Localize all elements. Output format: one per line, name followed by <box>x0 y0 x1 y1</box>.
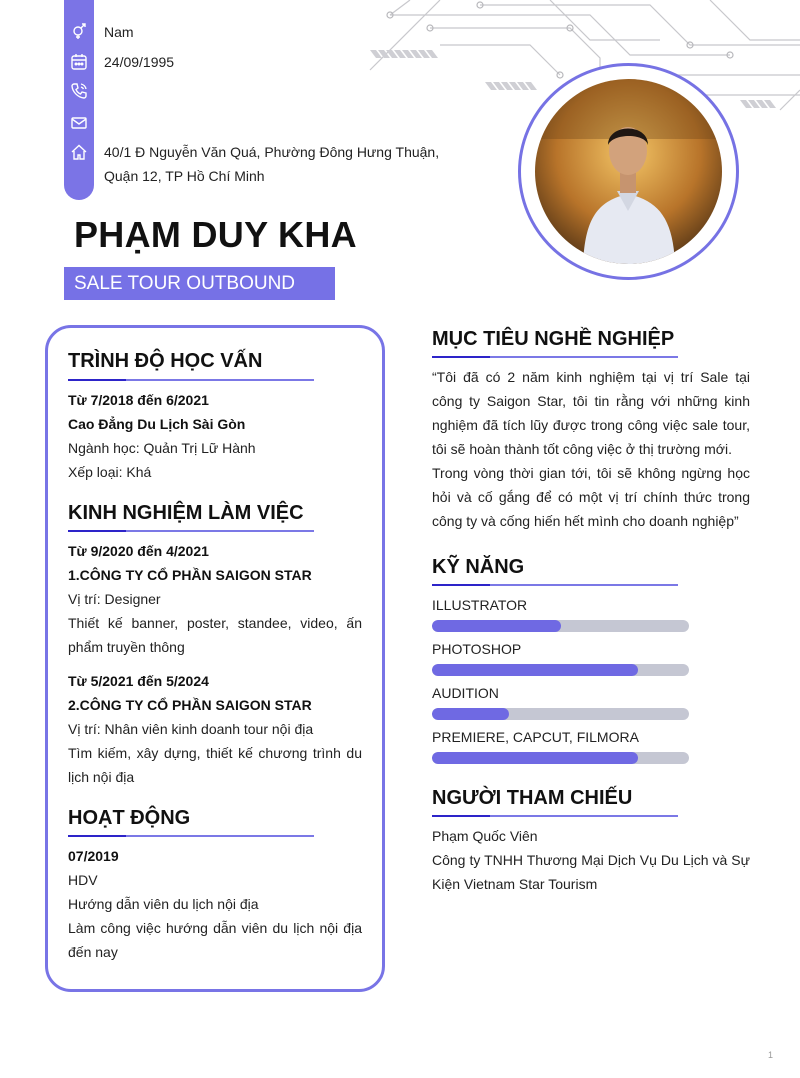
address-text: 40/1 Đ Nguyễn Văn Quá, Phường Đông Hưng Thuận, Quận 12, TP Hồ Chí Minh <box>104 144 440 184</box>
objective-paragraph-2: Trong vòng thời gian tới, tôi sẽ không ngừng học hỏi và cố gắng để có một vị trí chính thức trong công ty và cống hiến hết mình cho doanh nghiệp” <box>432 465 750 529</box>
activities-underline <box>68 835 314 837</box>
skill-label: AUDITION <box>432 685 499 701</box>
job-position: Vị trí: Nhân viên kinh doanh tour nội địa <box>68 721 314 737</box>
job-period: Từ 9/2020 đến 4/2021 <box>68 543 209 559</box>
skill-bar-fill <box>432 620 561 632</box>
activity-description: Làm công việc hướng dẫn viên du lịch nội địa đến nay <box>68 920 362 960</box>
candidate-name: PHẠM DUY KHA <box>74 214 357 255</box>
skill-bar <box>432 752 689 764</box>
objective-title: MỤC TIÊU NGHỀ NGHIỆP <box>432 328 675 350</box>
objective-paragraph-1: “Tôi đã có 2 năm kinh nghiệm tại vị trí Sale tại công ty Saigon Star, tôi tin rằng với những kinh nghiệm đã tích lũy được trong công việc sale tour, tôi sẽ hoàn thành tốt công việc ở thị trường mới. <box>432 369 750 457</box>
job-company: 1.CÔNG TY CỔ PHẦN SAIGON STAR <box>68 567 312 583</box>
page-number: 1 <box>768 1050 774 1060</box>
reference-title: NGƯỜI THAM CHIẾU <box>432 787 633 809</box>
skill-bar-fill <box>432 708 509 720</box>
skill-bar-fill <box>432 752 638 764</box>
objective-underline <box>432 356 678 358</box>
profile-photo <box>535 79 722 264</box>
activities-title: HOẠT ĐỘNG <box>68 807 191 829</box>
skills-underline <box>432 584 678 586</box>
activity-org: HDV <box>68 872 98 888</box>
activity-period: 07/2019 <box>68 848 119 864</box>
job-description: Tìm kiếm, xây dựng, thiết kế chương trình du lịch nội địa <box>68 745 362 785</box>
skill-label: ILLUSTRATOR <box>432 597 528 613</box>
experience-underline <box>68 530 314 532</box>
birthday-text: 24/09/1995 <box>104 54 175 70</box>
skill-bar <box>432 664 689 676</box>
skill-label: PHOTOSHOP <box>432 641 522 657</box>
home-icon <box>70 143 88 161</box>
mail-icon <box>70 114 88 132</box>
gender-text: Nam <box>104 24 134 40</box>
education-underline <box>68 379 314 381</box>
education-major: Ngành học: Quản Trị Lữ Hành <box>68 440 256 456</box>
education-period: Từ 7/2018 đến 6/2021 <box>68 392 209 408</box>
job-position: Vị trí: Designer <box>68 591 161 607</box>
education-school: Cao Đẳng Du Lịch Sài Gòn <box>68 416 246 432</box>
profile-photo-frame <box>518 63 739 280</box>
experience-title: KINH NGHIỆM LÀM VIỆC <box>68 502 304 524</box>
education-grade: Xếp loại: Khá <box>68 464 152 480</box>
job-description: Thiết kế banner, poster, standee, video, ấn phẩm truyền thông <box>68 615 362 655</box>
reference-underline <box>432 815 678 817</box>
activity-role: Hướng dẫn viên du lịch nội địa <box>68 896 259 912</box>
job-company: 2.CÔNG TY CỔ PHẦN SAIGON STAR <box>68 697 312 713</box>
skill-bar-fill <box>432 664 638 676</box>
calendar-icon <box>70 53 88 71</box>
skill-label: PREMIERE, CAPCUT, FILMORA <box>432 729 639 745</box>
reference-company: Công ty TNHH Thương Mại Dịch Vụ Du Lịch và Sự Kiện Vietnam Star Tourism <box>432 852 750 892</box>
skills-title: KỸ NĂNG <box>432 556 525 578</box>
job-period: Từ 5/2021 đến 5/2024 <box>68 673 209 689</box>
reference-name: Phạm Quốc Viên <box>432 828 538 844</box>
phone-icon <box>70 82 88 100</box>
skill-bar <box>432 620 689 632</box>
job-title-banner: SALE TOUR OUTBOUND <box>64 267 335 300</box>
education-title: TRÌNH ĐỘ HỌC VẤN <box>68 350 263 372</box>
skill-bar <box>432 708 689 720</box>
gender-icon <box>70 22 88 40</box>
